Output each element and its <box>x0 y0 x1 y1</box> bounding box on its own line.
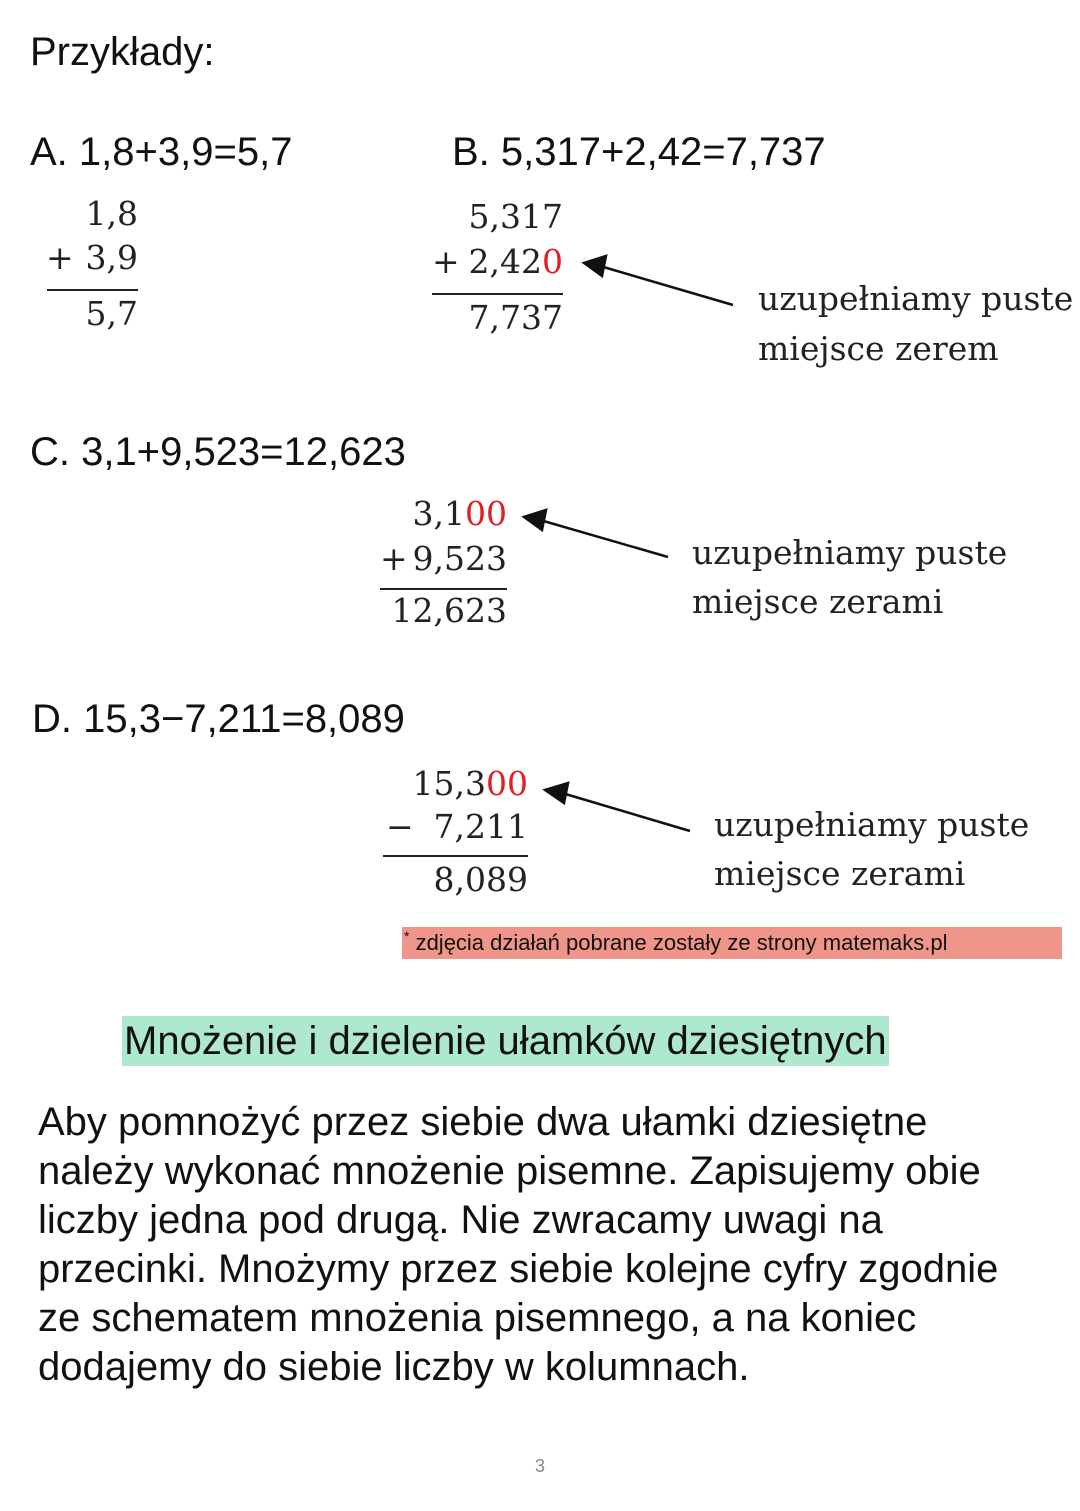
example-d-operand1-digits: 15,3 <box>412 764 486 803</box>
example-d-result: 8,089 <box>433 860 528 899</box>
example-b-sign: + <box>432 242 460 281</box>
example-b-operand1: 5,317 <box>468 197 563 236</box>
example-c-operand1 <box>380 494 507 533</box>
example-a-result: 5,7 <box>85 294 138 333</box>
example-b-note-line2: miejsce zerem <box>758 329 999 368</box>
example-d-note-line1: uzupełniamy puste <box>714 805 1030 844</box>
arrow-c-shaft <box>540 520 668 557</box>
example-c-note-line2: miejsce zerami <box>692 582 944 621</box>
example-b-sum-line <box>432 293 563 295</box>
example-c-sum-line <box>380 588 507 590</box>
example-b-equation: B. 5,317+2,42=7,737 <box>452 130 826 174</box>
credit-asterisk: * <box>404 928 410 944</box>
arrow-b-head <box>584 256 606 276</box>
example-a-equation: A. 1,8+3,9=5,7 <box>30 130 293 174</box>
example-c-note-line1: uzupełniamy puste <box>692 533 1008 572</box>
example-d-operand1 <box>383 764 528 803</box>
example-b-note-line1: uzupełniamy puste <box>758 279 1074 318</box>
example-c-operand2: 9,523 <box>412 539 507 578</box>
example-a-sign: + <box>46 238 74 277</box>
example-d-equation: D. 15,3−7,211=8,089 <box>32 697 405 741</box>
arrow-c-head <box>524 510 546 530</box>
credit-text: zdjęcia działań pobrane zostały ze strony matemaks.pl <box>409 930 948 955</box>
example-a-operand2: 3,9 <box>85 238 138 277</box>
example-d-filled-zeros: 00 <box>486 764 528 803</box>
example-d-sign: − <box>386 807 414 846</box>
example-a-sum-line <box>47 289 138 291</box>
example-c-sign: + <box>380 539 408 578</box>
example-c-filled-zeros: 00 <box>465 494 507 533</box>
page-number: 3 <box>534 1456 545 1476</box>
example-c-equation: C. 3,1+9,523=12,623 <box>30 430 406 474</box>
body-paragraph: Aby pomnożyć przez siebie dwa ułamki dziesiętne należy wykonać mnożenie pisemne. Zapisujemy obie liczby jedna pod drugą. Nie zwracamy uwagi na przecinki. Mnożymy przez siebie kolejne cyfry zgodnie ze schematem mnożenia pisemnego, a na koniec dodajemy do siebie liczby w kolumnach. <box>38 1100 999 1389</box>
section-heading: Mnożenie i dzielenie ułamków dziesiętnych <box>122 1016 889 1066</box>
arrow-d-head <box>545 783 568 803</box>
example-d-note-line2: miejsce zerami <box>714 854 966 893</box>
example-b-result: 7,737 <box>468 298 563 337</box>
arrow-d-shaft <box>562 793 690 831</box>
example-b-operand2-digits: 2,42 <box>468 242 542 281</box>
example-c-result: 12,623 <box>391 591 507 630</box>
arrow-b-shaft <box>600 266 733 305</box>
example-d-sum-line <box>383 855 528 857</box>
page-title: Przykłady: <box>30 30 215 74</box>
example-a-operand1: 1,8 <box>85 194 138 233</box>
example-c-operand1-digits: 3,1 <box>412 494 465 533</box>
source-credit <box>402 927 1062 959</box>
example-d-operand2: 7,211 <box>433 807 528 846</box>
example-b-operand2 <box>440 242 563 281</box>
example-b-filled-zero: 0 <box>542 242 563 281</box>
